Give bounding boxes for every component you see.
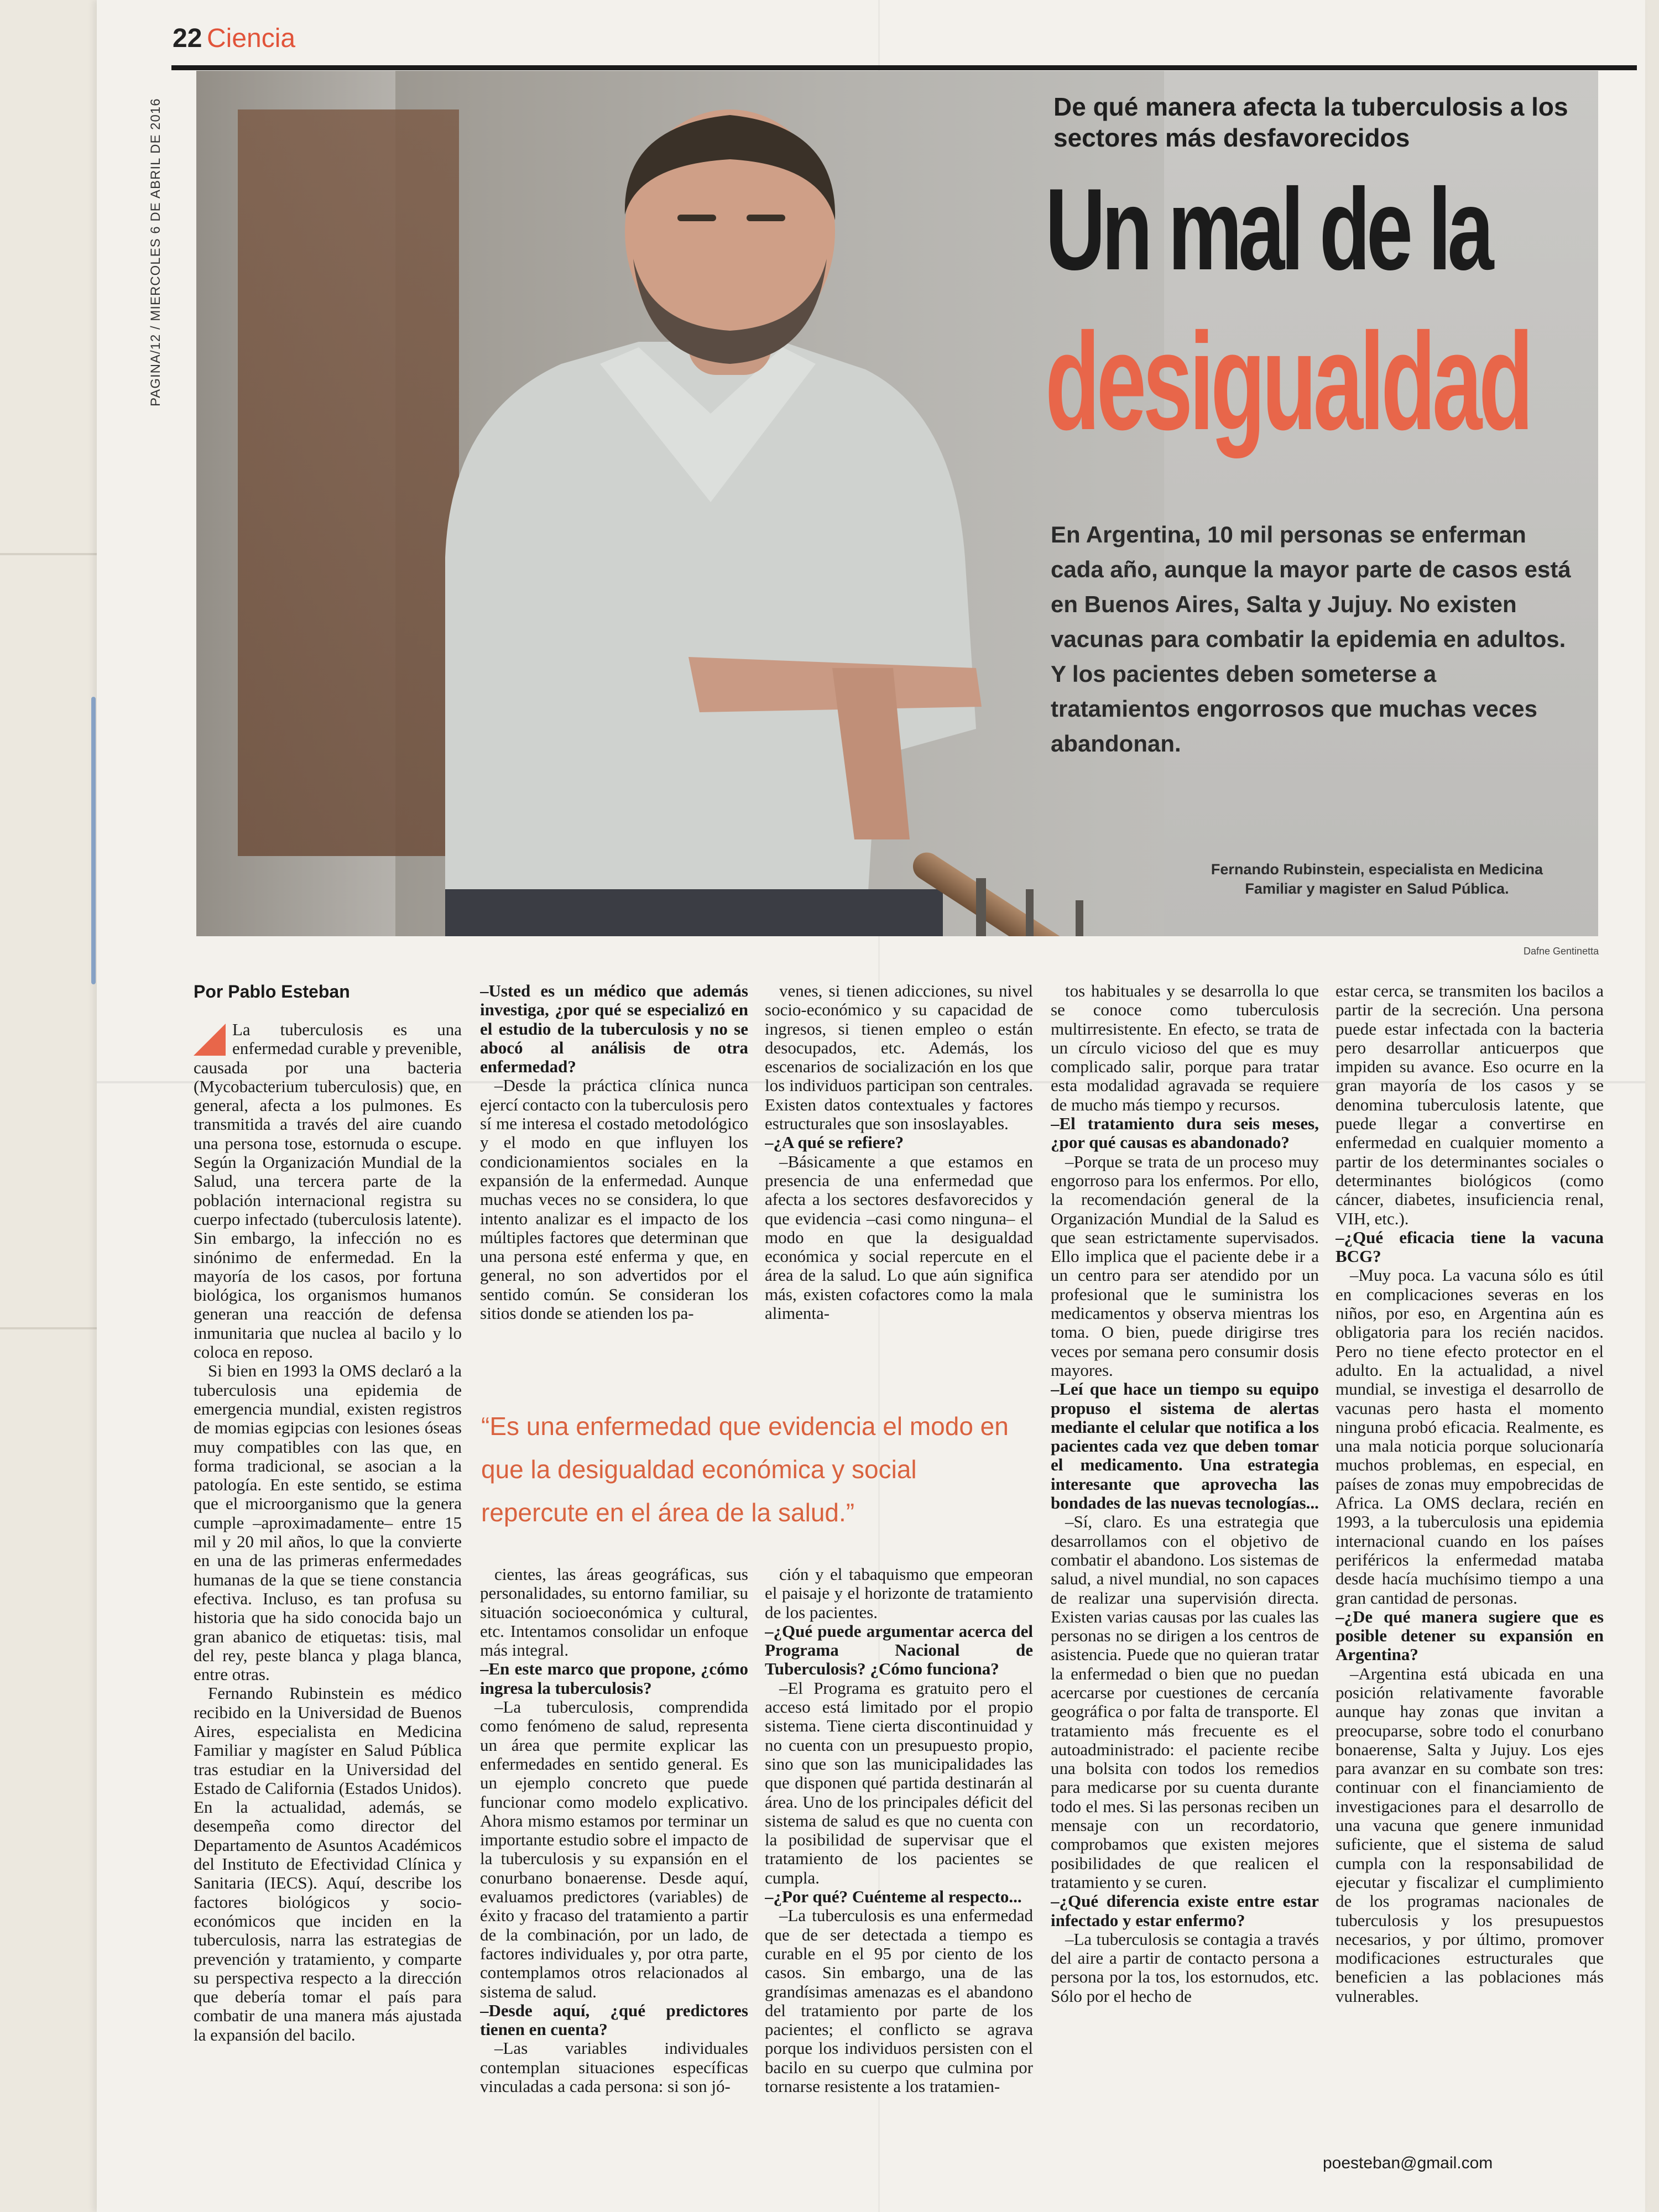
paragraph: –El Programa es gratuito pero el acceso está limitado por el propio sistema. Tiene cierta discontinuidad y no cuenta con un presupuesto propio, sino que son las municipalidades las que disponen qué partida destinarán al área. Uno de los principales déficit del sistema de salud es que no cuenta con la posibilidad de supervisar que el tratamiento de los pacientes se cumpla. (765, 1678, 1033, 1887)
paragraph: –Muy poca. La vacuna sólo es útil en complicaciones severas en los niños, por eso, en Argentina aún es obligatoria para los recién nacidos. Pero no tiene efecto protector en el adulto. En la actualidad, a nivel mundial, se investiga el desarrollo de vacunas pero hasta el momento ninguna probó eficacia. Realmente, es una mala noticia porque solucionaría muchos problemas, en especial, en países de zonas muy empobrecidas de Africa. La OMS declara, recién en 1993, a la tuberculosis una epidemia internacional cuando en los países periféricos la enfermedad mataba desde hacía muchísimo tiempo a una gran cantidad de personas. (1335, 1265, 1604, 1608)
paragraph: –Desde la práctica clínica nunca ejercí contacto con la tuberculosis pero sí me interesa el costado metodológico y el modo en que influyen los condicionamientos sociales en la expansión de la enfermedad. Aunque muchas veces no se considera, lo que intento analizar es el impacto de los múltiples factores que determinan que una persona esté enferma y que, en general, no son advertidos por el sentido común. Se consideran los sitios donde se atienden los pa- (480, 1076, 748, 1323)
interview-question: –¿De qué manera sugiere que es posible detener su expansión en Argentina? (1335, 1606, 1604, 1665)
page-number: 22 (173, 24, 202, 53)
ink-mark (91, 697, 96, 984)
text-column-2-bottom (480, 1565, 748, 2171)
floor-tile-line (0, 553, 97, 555)
interview-question: –¿Qué eficacia tiene la vacuna BCG? (1335, 1227, 1604, 1266)
text-column-2-top (480, 982, 748, 1377)
pull-quote: “Es una enfermedad que evidencia el modo en que la desigualdad económica y social repercute en el área de la salud.” (481, 1412, 1009, 1527)
paragraph: venes, si tienen adicciones, su nivel socio-económico y su capacidad de ingresos, si tienen empleo o están desocupados, etc. Además, los escenarios de socialización en los que los individuos participan son centrales. Existen datos contextuales y factores estructurales que son insoslayables. (765, 982, 1033, 1134)
photo-credit: Dafne Gentinetta (1524, 946, 1599, 957)
paragraph: –Sí, claro. Es una estrategia que desarrollamos con el objetivo de combatir el abandono. Los sistemas de salud, a nivel mundial, no son capaces de realizar una supervisión directa. Existen varias causas por las cuales las personas no se dirigen a los centros de asistencia. Puede que no quieran tratar la enfermedad o bien que no puedan acercarse por cuestiones de cercanía geográfica o por falta de transporte. El tratamiento más frecuente es el autoadministrado: el paciente recibe una bolsita con todos los remedios para medicarse por su cuenta durante todo el mes. Si las personas reciben un mensaje con un recordatorio, comprobamos que existen mejores posibilidades de que realicen el tratamiento y se curen. (1051, 1512, 1319, 1892)
paragraph: Fernando Rubinstein es médico recibido en la Universidad de Buenos Aires, especialista en Medicina Familiar y magíster en Salud Pública tras estudiar en la Universidad del Estado de California (Estados Unidos). En la actualidad, además, se desempeña como director del Departamento de Asuntos Académicos del Instituto de Efectividad Clínica y Sanitaria (IECS). Aquí, describe los factores biológicos y socio-económicos que inciden en la tuberculosis, narra las estrategias de prevención y tratamiento, y comparte su perspectiva respecto a la dirección que debería tomar el país para combatir de una manera más ajustada la expansión del bacilo. (194, 1683, 462, 2044)
drop-triangle-icon (194, 1024, 226, 1056)
paragraph: –Básicamente a que estamos en presencia de una enfermedad que afecta a los sectores desfavorecidos y que evidencia –casi como ninguna– el modo en que la desigualdad económica y social repercute en el área de la salud. Lo que aún significa más, existen cofactores como la mala alimenta- (765, 1151, 1033, 1323)
railing-post (1076, 900, 1083, 936)
publication-date: PAGINA/12 / MIERCOLES 6 DE ABRIL DE 2016 (148, 98, 163, 406)
paragraph: La tuberculosis es una enfermedad curable y prevenible, causada por una bacteria (Mycobacterium tuberculosis) que, en general, afecta a los pulmones. Es transmitida a través del aire cuando una persona tose, estornuda o escupe. Según la Organización Mundial de la Salud, una tercera parte de la población internacional registra su cuerpo infectado (tuberculosis latente). Sin embargo, la infección no es sinónimo de enfermedad. En la mayoría de los casos, por fortuna biológica, los organismos humanos generan una reacción de defensa inmunitaria que nuclea al bacilo y lo coloca en reposo. (194, 1020, 462, 1362)
interview-question: –Usted es un médico que además investiga, ¿por qué se especializó en el estudio de la tuberculosis y no se abocó al análisis de otra enfermedad? (480, 982, 748, 1077)
text-column-5 (1335, 982, 1604, 2148)
paragraph: tos habituales y se desarrolla lo que se conoce como tuberculosis multirresistente. En efecto, se trata de un círculo vicioso del que es muy complicado salir, porque para tratar esta modalidad agravada se requiere de mucho más tiempo y recursos. (1051, 982, 1319, 1114)
author-email: poesteban@gmail.com (1323, 2154, 1493, 2172)
paragraph: estar cerca, se transmiten los bacilos a partir de la secreción. Una persona puede estar infectada con la bacteria pero desarrollar anticuerpos que impiden su avance. Eso ocurre en la gran mayoría de los casos y se denomina tuberculosis latente, que puede llegar a convertirse en enfermedad en cualquier momento a partir de los determinantes sociales o determinantes biológicos (como cáncer, diabetes, insuficiencia renal, VIH, etc.). (1335, 982, 1604, 1228)
paragraph: –La tuberculosis es una enfermedad que de ser detectada a tiempo es curable en el 95 por ciento de los casos. Sin embargo, una de las grandísimas amenazas es el abandono del tratamiento por parte de los pacientes; el conflicto se agrava porque los individuos persisten con el bacilo en su cuerpo que culmina por tornarse resistente a los tratamien- (765, 1906, 1033, 2096)
paragraph: Si bien en 1993 la OMS declaró a la tuberculosis una epidemia de emergencia mundial, existen registros de momias egipcias con lesiones óseas muy compatibles con las que, en forma tradicional, se asocian a la patología. En este sentido, se estima que el microorganismo que la genera cumple –aproximadamente– entre 15 mil y 20 mil años, lo que la convierte en una de las primeras enfermedades humanas de la que se tiene constancia efectiva. Incluso, es tan profusa su historia que ha sido conocida bajo un gran abanico de etiquetas: tisis, mal del rey, peste blanca y plaga blanca, entre otras. (194, 1361, 462, 1684)
byline: Por Pablo Esteban (194, 982, 350, 1001)
interview-question: –¿Qué puede argumentar acerca del Programa Nacional de Tuberculosis? ¿Cómo funciona? (765, 1621, 1033, 1679)
header-rule (171, 65, 1637, 70)
paragraph: –La tuberculosis se contagia a través del aire a partir de contacto persona a persona por la tos, los estornudos, etc. Sólo por el hecho de (1051, 1929, 1319, 2006)
headline-line-1: Un mal de la (1045, 164, 1490, 294)
floor-tile-line (0, 1327, 97, 1329)
text-column-1 (194, 1020, 462, 2171)
article-kicker: De qué manera afecta la tuberculosis a los sectores más desfavorecidos (1053, 92, 1568, 152)
interview-question: –¿A qué se refiere? (765, 1133, 904, 1152)
section-name: Ciencia (207, 24, 296, 53)
article-deck: En Argentina, 10 mil personas se enferman cada año, aunque la mayor parte de casos está en Buenos Aires, Salta y Jujuy. No existen vacunas para combatir la epidemia en adultos. Y los pacientes deben someterse a tratamientos engorrosos que muchas veces abandonan. (1051, 521, 1571, 757)
railing-post (1026, 889, 1034, 936)
paragraph: –Argentina está ubicada en una posición relativamente favorable aunque hay zonas que invitan a preocuparse, sobre todo el conurbano bonaerense, Salta y Jujuy. Los ejes para avanzar en su combate son tres: continuar con el financiamiento de investigaciones para el desarrollo de una vacuna que genere inmunidad suficiente, que el sistema de salud cumpla con la responsabilidad de ejecutar y fiscalizar el cumplimiento de los programas nacionales de tuberculosis y los presupuestos necesarios, y por último, promover modificaciones estructurales que beneficien a las poblaciones más vulnerables. (1335, 1663, 1604, 2006)
paragraph: cientes, las áreas geográficas, sus personalidades, su entorno familiar, su situación socioeconómica y cultural, etc. Intentamos consolidar un enfoque más integral. (480, 1565, 748, 1660)
paragraph: ción y el tabaquismo que empeoran el paisaje y el horizonte de tratamiento de los pacientes. (765, 1565, 1033, 1622)
text-column-3-top (765, 982, 1033, 1377)
paragraph: –Porque se trata de un proceso muy engorroso para los enfermos. Por ello, la recomendación general de la Organización Mundial de la Salud es que sean estrictamente supervisados. Ello implica que el paciente debe ir a un centro para ser atendido por un profesional que le suministra los medicamentos y observa mientras los toma. O bien, puede dirigirse tres veces por semana pero consumir dosis mayores. (1051, 1151, 1319, 1380)
interview-question: –¿Qué diferencia existe entre estar infectado y estar enfermo? (1051, 1891, 1319, 1930)
interview-question: –El tratamiento dura seis meses, ¿por qué causas es abandonado? (1051, 1114, 1319, 1152)
railing-post (976, 878, 986, 936)
portrait-figure (379, 104, 1042, 936)
photo-caption: Fernando Rubinstein, especialista en Medicina Familiar y magister en Salud Pública. (1211, 861, 1543, 897)
background-surface (0, 0, 97, 2212)
paragraph: –La tuberculosis, comprendida como fenómeno de salud, representa un área que permite explicar las enfermedades en sentido general. Es un ejemplo concreto que puede funcionar como modelo explicativo. Ahora mismo estamos por terminar un importante estudio sobre el impacto de la tuberculosis y su expansión en el conurbano bonaerense. Desde aquí, evaluamos predictores (variables) de éxito y fracaso del tratamiento a partir de la combinación, por un lado, de factores individuales y, por otra parte, contemplamos otros relacionados al sistema de salud. (480, 1697, 748, 2001)
headline-line-2: desigualdad (1045, 304, 1530, 458)
text-column-4 (1051, 982, 1319, 2171)
interview-question: –Desde aquí, ¿qué predictores tienen en cuenta? (480, 2000, 748, 2039)
interview-question: –Leí que hace un tiempo su equipo propuso el sistema de alertas mediante el celular que notifica a los pacientes cada vez que deben tomar el medicamento. Una estrategia interesante que aprovecha las bondades de las nuevas tecnologías... (1051, 1379, 1319, 1513)
interview-question: –¿Por qué? Cuénteme al respecto... (765, 1887, 1022, 1907)
paragraph: –Las variables individuales contemplan situaciones específicas vinculadas a cada persona: si son jó- (480, 2038, 748, 2096)
text-column-3-bottom (765, 1565, 1033, 2171)
interview-question: –En este marco que propone, ¿cómo ingresa la tuberculosis? (480, 1659, 748, 1698)
